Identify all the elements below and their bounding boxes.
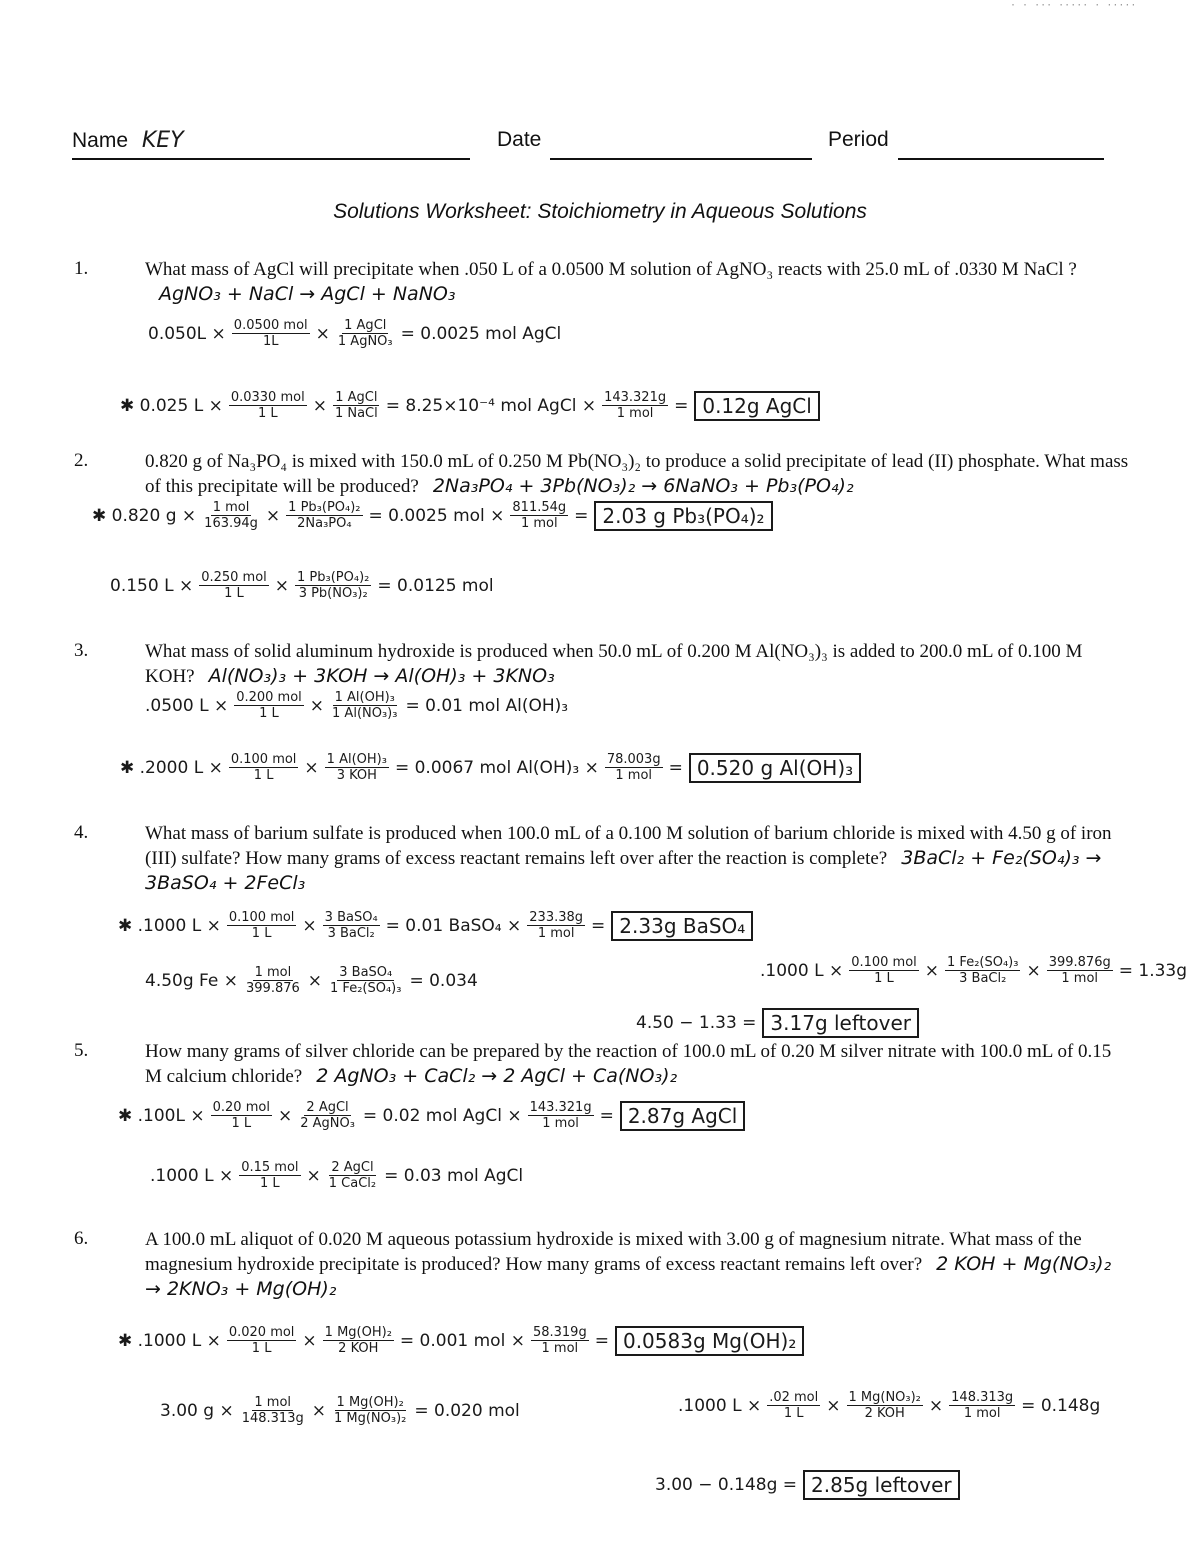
numerator: 2 AgCl [306,1100,349,1115]
work-line [92,500,773,531]
work-line [148,318,561,349]
question-prompt: What mass of solid aluminum hydroxide is produced when 50.0 mL of 0.200 M Al(NO₃)₃ is added to 200.0 mL of 0.100 M KOH? [145,641,1083,687]
numerator: 1 AgCl [335,390,378,405]
denominator: 1 mol [616,406,654,421]
numerator: 0.100 mol [228,910,295,925]
fraction [232,318,310,349]
numerator: 0.100 mol [851,955,917,970]
work-lead: .1000 L × [150,1165,234,1186]
denominator: 2 KOH [864,1406,905,1421]
fraction [602,390,668,421]
fraction [234,690,304,721]
numerator: 0.250 mol [201,570,267,585]
boxed-answer: 0.12g AgCl [694,391,819,421]
times-sign: × [306,1165,321,1186]
denominator: 2 AgNO₃ [300,1116,355,1131]
balanced-equation: 2 KOH + Mg(NO₃)₂ → 2KNO₃ + Mg(OH)₂ [145,1253,1112,1300]
numerator: 1 mol [254,1395,292,1410]
fraction [229,390,307,421]
work-lead: .0500 L × [145,695,229,716]
work-result: = 0.0067 mol Al(OH)₃ × [394,757,599,778]
times-sign: × [302,1330,317,1351]
question-prompt: How many grams of silver chloride can be prepared by the reaction of 100.0 mL of 0.20 M silver nitrate with 100.0 mL of 0.15 M calcium chloride? [145,1041,1112,1087]
work-line [760,955,1187,986]
denominator: 1 mol [615,768,653,783]
fraction [527,910,585,941]
fraction [199,570,269,601]
work-line [118,910,753,941]
numerator: 0.15 mol [241,1160,299,1175]
times-sign: × [277,1105,293,1126]
boxed-answer: 2.03 g Pb₃(PO₄)₂ [594,501,772,531]
work-line [110,570,494,601]
question-number: 2. [74,450,89,471]
fraction [298,1100,357,1131]
denominator: 1 mol [537,926,575,941]
work-lead: ✱ .1000 L × [118,915,221,936]
question-number: 6. [74,1228,89,1249]
work-lead: 0.150 L × [110,575,194,596]
work-lead: .1000 L × [678,1395,762,1416]
work-line [120,390,820,421]
fraction [227,1325,297,1356]
numerator: 1 mol [254,965,292,980]
times-sign: × [924,960,940,981]
denominator: 1 L [224,586,244,601]
fraction [605,752,663,783]
question-number: 1. [74,258,89,279]
denominator: 1 L [260,1176,280,1191]
work-result: = 0.01 mol Al(OH)₃ [405,695,569,716]
boxed-answer: 0.0583g Mg(OH)₂ [615,1326,804,1356]
work-result: = 0.0025 mol AgCl [400,323,562,344]
date-field [497,128,541,152]
numerator: 1 AgCl [344,318,387,333]
fraction [849,955,919,986]
denominator: 1 L [251,926,272,941]
denominator: 1 L [231,1116,252,1131]
fraction [202,500,260,531]
times-sign: × [928,1395,944,1416]
boxed-answer: 2.87g AgCl [620,1101,745,1131]
work-lead: ✱ 0.820 g × [92,505,197,526]
question-prompt: 0.820 g of Na₃PO₄ is mixed with 150.0 mL of 0.250 M Pb(NO₃)₂ to produce a solid precipitate of lead (II) phosphate. What mass of this precipitate will be produced? [145,451,1129,497]
question-text [145,822,1130,896]
denominator: 1 mol [1061,971,1099,986]
denominator: 1 AgNO₃ [337,334,393,349]
times-sign: × [307,970,323,991]
name-field [72,128,184,153]
work-result: = 0.02 mol AgCl × [362,1105,522,1126]
question-text [145,258,1130,307]
date-label: Date [497,128,542,151]
balanced-equation: 3BaCl₂ + Fe₂(SO₄)₃ → 3BaSO₄ + 2FeCl₃ [145,847,1102,894]
numerator: 1 Al(OH)₃ [334,690,395,705]
denominator: 1 L [253,768,274,783]
fraction [510,500,568,531]
denominator: 148.313g [241,1411,304,1426]
work-result: = 0.0025 mol × [368,505,505,526]
name-underline [72,158,470,160]
fraction [229,752,299,783]
question-number: 3. [74,640,89,661]
boxed-answer: 0.520 g Al(OH)₃ [689,753,861,783]
fraction [336,318,395,349]
work-lead: 0.050L × [148,323,226,344]
fraction [239,1160,300,1191]
date-underline [550,158,812,160]
equals-sign: = [668,757,683,778]
numerator: 1 Fe₂(SO₄)₃ [947,955,1019,970]
equals-sign: = [591,915,606,936]
fraction [286,500,362,531]
boxed-answer: 2.85g leftover [803,1470,960,1500]
times-sign: × [312,395,327,416]
work-result: = 0.034 [409,970,478,991]
period-underline [898,158,1104,160]
denominator: 3 BaCl₂ [327,926,375,941]
fraction [327,1160,378,1191]
numerator: 233.38g [529,910,584,925]
times-sign: × [315,323,330,344]
fraction [211,1100,272,1131]
work-line [118,1325,804,1356]
numerator: 58.319g [532,1325,587,1340]
denominator: 1 Fe₂(SO₄)₃ [330,981,402,996]
question-prompt: What mass of barium sulfate is produced when 100.0 mL of a 0.100 M solution of barium chloride is mixed with 4.50 g of iron (III) sulfate? How many grams of excess reactant remains left over after the reaction is complete? [145,823,1112,869]
numerator: 78.003g [606,752,661,767]
work-lead: .1000 L × [760,960,844,981]
fraction [328,965,403,996]
worksheet-title: Solutions Worksheet: Stoichiometry in Aqueous Solutions [333,200,867,223]
work-lead: ✱ 0.025 L × [120,395,223,416]
numerator: 1 Mg(NO₃)₂ [848,1390,921,1405]
work-result: = 0.020 mol [414,1400,520,1421]
denominator: 1 mol [542,1116,579,1131]
numerator: 399.876g [1048,955,1111,970]
denominator: 1 mol [541,1341,579,1356]
times-sign: × [309,695,325,716]
fraction [945,955,1020,986]
times-sign: × [826,1395,841,1416]
equals-sign: = [574,505,589,526]
balanced-equation: 2 AgNO₃ + CaCl₂ → 2 AgCl + Ca(NO₃)₂ [316,1065,678,1087]
denominator: 1 L [783,1406,804,1421]
work-line [636,1008,919,1038]
period-label: Period [828,128,889,151]
denominator: 1 Al(NO₃)₃ [332,706,398,721]
denominator: 1 NaCl [334,406,378,421]
equals-sign: = [599,1105,614,1126]
fraction [332,1395,408,1426]
denominator: 2Na₃PO₄ [297,516,352,531]
numerator: 0.0330 mol [230,390,305,405]
work-result: = 0.0125 mol [377,575,494,596]
numerator: 0.100 mol [230,752,297,767]
denominator: 1 CaCl₂ [328,1176,377,1191]
denominator: 1 mol [963,1406,1001,1421]
numerator: 2 AgCl [331,1160,374,1175]
numerator: 3 BaSO₄ [339,965,393,980]
numerator: 0.20 mol [212,1100,270,1115]
work-line [678,1390,1100,1421]
fraction [949,1390,1015,1421]
numerator: 1 mol [212,500,250,515]
work-result: = 0.001 mol × [399,1330,525,1351]
fraction [847,1390,923,1421]
numerator: 1 Mg(OH)₂ [336,1395,404,1410]
work-result: = 1.33g [1118,960,1188,981]
question-text [145,1228,1130,1302]
numerator: 1 Pb₃(PO₄)₂ [288,500,361,515]
work-line [160,1395,520,1426]
work-line [655,1470,960,1500]
denominator: 1 L [259,706,279,721]
denominator: 399.876 [246,981,300,996]
denominator: 3 Pb(NO₃)₂ [298,586,368,601]
question-prompt: What mass of AgCl will precipitate when .050 L of a 0.0500 M solution of AgNO₃ reacts with 25.0 mL of .0330 M NaCl ? [145,259,1077,280]
fraction [323,1325,394,1356]
question-text [145,1040,1130,1089]
numerator: 0.200 mol [236,690,302,705]
numerator: 148.313g [951,1390,1014,1405]
period-field [828,128,889,152]
fraction [227,910,297,941]
denominator: 1 mol [520,516,558,531]
question-number: 5. [74,1040,89,1061]
times-sign: × [302,915,317,936]
fraction [528,1100,594,1131]
work-result: = 0.01 BaSO₄ × [385,915,522,936]
denominator: 3 BaCl₂ [959,971,1007,986]
times-sign: × [274,575,290,596]
numerator: 143.321g [604,390,667,405]
times-sign: × [311,1400,326,1421]
equals-sign: = [594,1330,609,1351]
denominator: 1 Mg(NO₃)₂ [333,1411,407,1426]
fraction [531,1325,589,1356]
fraction [244,965,302,996]
question-number: 4. [74,822,89,843]
work-lead: 4.50g Fe × [145,970,239,991]
numerator: .02 mol [769,1390,819,1405]
times-sign: × [1026,960,1041,981]
work-line [145,965,478,996]
denominator: 1L [262,334,279,349]
question-text [145,640,1130,689]
equals-sign: = [674,395,689,416]
fraction [325,752,389,783]
fraction [330,690,399,721]
boxed-answer: 3.17g leftover [762,1008,919,1038]
work-line [118,1100,745,1131]
fraction [295,570,371,601]
denominator: 163.94g [204,516,258,531]
times-sign: × [265,505,281,526]
scan-specks: · · ··· ····· · ····· [1010,0,1137,11]
work-lead: 3.00 g × [160,1400,234,1421]
balanced-equation: Al(NO₃)₃ + 3KOH → Al(OH)₃ + 3KNO₃ [208,665,555,687]
denominator: 1 L [257,406,278,421]
boxed-answer: 2.33g BaSO₄ [611,911,753,941]
question-text [145,450,1130,499]
numerator: 1 Al(OH)₃ [326,752,387,767]
numerator: 1 Mg(OH)₂ [324,1325,392,1340]
fraction [1047,955,1113,986]
balanced-equation: AgNO₃ + NaCl → AgCl + NaNO₃ [159,283,456,305]
times-sign: × [304,757,319,778]
denominator: 2 KOH [338,1341,379,1356]
work-result: = 8.25×10⁻⁴ mol AgCl × [385,395,597,416]
name-label: Name [72,129,129,152]
numerator: 0.0500 mol [233,318,308,333]
question-prompt: A 100.0 mL aliquot of 0.020 M aqueous potassium hydroxide is mixed with 3.00 g of magnesium nitrate. What mass of the magnesium hydroxide precipitate is produced? How many grams of excess reactant remains left over? [145,1229,1082,1275]
denominator: 1 L [874,971,894,986]
denominator: 3 KOH [336,768,377,783]
work-line [145,690,568,721]
denominator: 1 L [251,1341,272,1356]
fraction [767,1390,820,1421]
work-lead: 4.50 − 1.33 = [636,1013,757,1033]
fraction [333,390,380,421]
work-lead: ✱ .1000 L × [118,1330,221,1351]
name-value: KEY [141,128,184,153]
work-lead: 3.00 − 0.148g = [655,1475,798,1495]
numerator: 0.020 mol [228,1325,295,1340]
numerator: 3 BaSO₄ [324,910,378,925]
numerator: 1 Pb₃(PO₄)₂ [297,570,370,585]
work-line [150,1160,523,1191]
numerator: 811.54g [512,500,567,515]
fraction [240,1395,306,1426]
work-lead: ✱ .100L × [118,1105,205,1126]
work-result: = 0.03 mol AgCl [384,1165,524,1186]
fraction [323,910,380,941]
work-result: = 0.148g [1021,1395,1101,1416]
balanced-equation: 2Na₃PO₄ + 3Pb(NO₃)₂ → 6NaNO₃ + Pb₃(PO₄)₂ [432,475,854,497]
work-line [120,752,861,783]
work-lead: ✱ .2000 L × [120,757,223,778]
numerator: 143.321g [529,1100,592,1115]
